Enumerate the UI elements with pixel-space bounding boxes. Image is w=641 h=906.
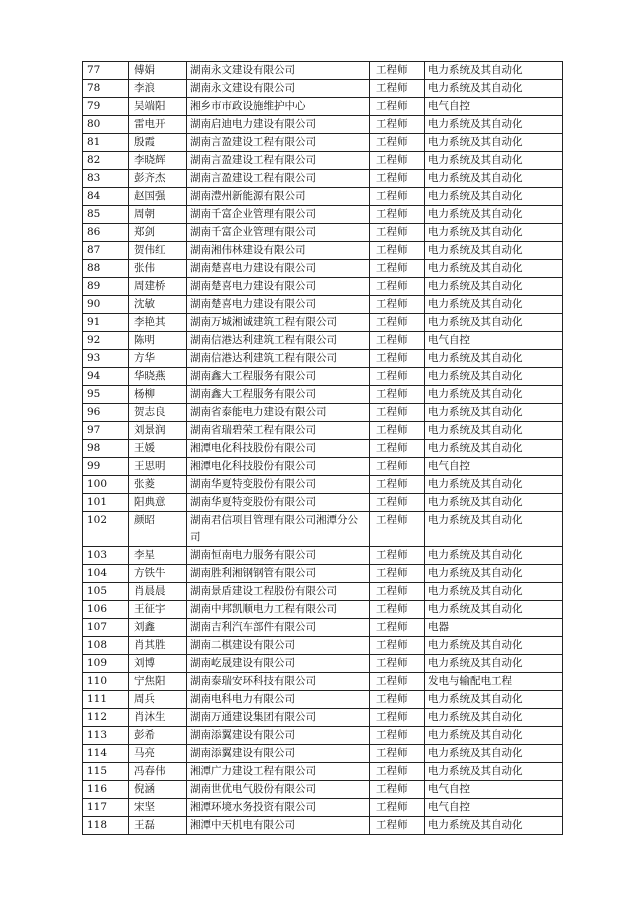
table-row <box>83 116 563 134</box>
person-name: 宁焦阳 <box>129 673 187 691</box>
specialty: 电力系统及其自动化 <box>425 188 563 206</box>
specialty: 电力系统及其自动化 <box>425 494 563 512</box>
person-name: 张菱 <box>129 476 187 494</box>
job-title: 工程师 <box>370 260 425 278</box>
company-name: 湖南鑫大工程服务有限公司 <box>187 368 370 386</box>
person-name: 贺志良 <box>129 404 187 422</box>
job-title: 工程师 <box>370 350 425 368</box>
company-name: 湖南添翼建设有限公司 <box>187 727 370 745</box>
specialty: 电力系统及其自动化 <box>425 547 563 565</box>
roster-table <box>82 61 563 835</box>
person-name: 阳典意 <box>129 494 187 512</box>
row-number: 103 <box>83 547 129 565</box>
job-title: 工程师 <box>370 224 425 242</box>
table-row <box>83 170 563 188</box>
specialty: 电力系统及其自动化 <box>425 242 563 260</box>
job-title: 工程师 <box>370 206 425 224</box>
job-title: 工程师 <box>370 637 425 655</box>
person-name: 沈敏 <box>129 296 187 314</box>
company-name: 湖南华夏特变股份有限公司 <box>187 494 370 512</box>
table-row <box>83 260 563 278</box>
specialty: 电力系统及其自动化 <box>425 224 563 242</box>
person-name: 刘鑫 <box>129 619 187 637</box>
specialty: 电气自控 <box>425 98 563 116</box>
job-title: 工程师 <box>370 242 425 260</box>
table-row <box>83 152 563 170</box>
company-name: 湖南君信项目管理有限公司湘潭分公司 <box>187 512 370 547</box>
specialty: 电器 <box>425 619 563 637</box>
table-row <box>83 134 563 152</box>
row-number: 89 <box>83 278 129 296</box>
table-row <box>83 745 563 763</box>
row-number: 85 <box>83 206 129 224</box>
job-title: 工程师 <box>370 422 425 440</box>
row-number: 94 <box>83 368 129 386</box>
job-title: 工程师 <box>370 727 425 745</box>
job-title: 工程师 <box>370 763 425 781</box>
table-row <box>83 601 563 619</box>
specialty: 电力系统及其自动化 <box>425 637 563 655</box>
job-title: 工程师 <box>370 314 425 332</box>
row-number: 101 <box>83 494 129 512</box>
company-name: 湖南千富企业管理有限公司 <box>187 206 370 224</box>
company-name: 湖南湘伟林建设有限公司 <box>187 242 370 260</box>
job-title: 工程师 <box>370 332 425 350</box>
table-row <box>83 80 563 98</box>
table-row <box>83 386 563 404</box>
row-number: 102 <box>83 512 129 547</box>
person-name: 殷霞 <box>129 134 187 152</box>
job-title: 工程师 <box>370 817 425 835</box>
table-row <box>83 799 563 817</box>
company-name: 湖南添翼建设有限公司 <box>187 745 370 763</box>
specialty: 发电与输配电工程 <box>425 673 563 691</box>
person-name: 吴端阳 <box>129 98 187 116</box>
table-row <box>83 476 563 494</box>
job-title: 工程师 <box>370 512 425 547</box>
job-title: 工程师 <box>370 296 425 314</box>
job-title: 工程师 <box>370 691 425 709</box>
person-name: 傅娟 <box>129 62 187 80</box>
row-number: 87 <box>83 242 129 260</box>
company-name: 湖南中邦凯顺电力工程有限公司 <box>187 601 370 619</box>
person-name: 周朝 <box>129 206 187 224</box>
specialty: 电力系统及其自动化 <box>425 134 563 152</box>
row-number: 107 <box>83 619 129 637</box>
row-number: 98 <box>83 440 129 458</box>
company-name: 湖南澧州新能源有限公司 <box>187 188 370 206</box>
person-name: 王思明 <box>129 458 187 476</box>
job-title: 工程师 <box>370 601 425 619</box>
job-title: 工程师 <box>370 709 425 727</box>
specialty: 电力系统及其自动化 <box>425 745 563 763</box>
company-name: 湖南景盾建设工程股份有限公司 <box>187 583 370 601</box>
row-number: 86 <box>83 224 129 242</box>
table-row <box>83 763 563 781</box>
person-name: 肖晨晨 <box>129 583 187 601</box>
table-row <box>83 637 563 655</box>
row-number: 113 <box>83 727 129 745</box>
row-number: 90 <box>83 296 129 314</box>
row-number: 115 <box>83 763 129 781</box>
job-title: 工程师 <box>370 565 425 583</box>
job-title: 工程师 <box>370 404 425 422</box>
table-row <box>83 296 563 314</box>
company-name: 湖南永文建设有限公司 <box>187 80 370 98</box>
person-name: 李星 <box>129 547 187 565</box>
table-row <box>83 494 563 512</box>
company-name: 湖南言盈建设工程有限公司 <box>187 152 370 170</box>
job-title: 工程师 <box>370 619 425 637</box>
row-number: 91 <box>83 314 129 332</box>
table-row <box>83 350 563 368</box>
person-name: 冯春伟 <box>129 763 187 781</box>
company-name: 湖南启迪电力建设有限公司 <box>187 116 370 134</box>
row-number: 116 <box>83 781 129 799</box>
job-title: 工程师 <box>370 278 425 296</box>
row-number: 82 <box>83 152 129 170</box>
specialty: 电力系统及其自动化 <box>425 691 563 709</box>
row-number: 88 <box>83 260 129 278</box>
specialty: 电力系统及其自动化 <box>425 62 563 80</box>
job-title: 工程师 <box>370 745 425 763</box>
person-name: 杨柳 <box>129 386 187 404</box>
specialty: 电力系统及其自动化 <box>425 655 563 673</box>
specialty: 电力系统及其自动化 <box>425 278 563 296</box>
job-title: 工程师 <box>370 62 425 80</box>
job-title: 工程师 <box>370 188 425 206</box>
job-title: 工程师 <box>370 98 425 116</box>
table-row <box>83 98 563 116</box>
company-name: 湖南楚喜电力建设有限公司 <box>187 278 370 296</box>
person-name: 贺伟红 <box>129 242 187 260</box>
specialty: 电力系统及其自动化 <box>425 170 563 188</box>
person-name: 马亮 <box>129 745 187 763</box>
row-number: 79 <box>83 98 129 116</box>
row-number: 105 <box>83 583 129 601</box>
table-row <box>83 565 563 583</box>
person-name: 王媛 <box>129 440 187 458</box>
table-row <box>83 62 563 80</box>
job-title: 工程师 <box>370 440 425 458</box>
table-row <box>83 619 563 637</box>
row-number: 96 <box>83 404 129 422</box>
person-name: 王磊 <box>129 817 187 835</box>
row-number: 81 <box>83 134 129 152</box>
person-name: 郑剑 <box>129 224 187 242</box>
specialty: 电力系统及其自动化 <box>425 763 563 781</box>
company-name: 湖南胜利湘钢钢管有限公司 <box>187 565 370 583</box>
job-title: 工程师 <box>370 458 425 476</box>
person-name: 张伟 <box>129 260 187 278</box>
company-name: 湖南华夏特变股份有限公司 <box>187 476 370 494</box>
row-number: 104 <box>83 565 129 583</box>
specialty: 电力系统及其自动化 <box>425 583 563 601</box>
company-name: 湘潭中天机电有限公司 <box>187 817 370 835</box>
job-title: 工程师 <box>370 116 425 134</box>
person-name: 肖沐生 <box>129 709 187 727</box>
row-number: 83 <box>83 170 129 188</box>
person-name: 王征宇 <box>129 601 187 619</box>
row-number: 112 <box>83 709 129 727</box>
person-name: 彭希 <box>129 727 187 745</box>
table-row <box>83 673 563 691</box>
specialty: 电气自控 <box>425 799 563 817</box>
company-name: 湘潭电化科技股份有限公司 <box>187 440 370 458</box>
table-row <box>83 547 563 565</box>
company-name: 湖南省泰能电力建设有限公司 <box>187 404 370 422</box>
table-row <box>83 422 563 440</box>
person-name: 倪涵 <box>129 781 187 799</box>
table-row <box>83 781 563 799</box>
specialty: 电气自控 <box>425 332 563 350</box>
specialty: 电力系统及其自动化 <box>425 727 563 745</box>
table-row <box>83 332 563 350</box>
job-title: 工程师 <box>370 799 425 817</box>
company-name: 湖南世优电气股份有限公司 <box>187 781 370 799</box>
company-name: 湖南言盈建设工程有限公司 <box>187 134 370 152</box>
specialty: 电力系统及其自动化 <box>425 476 563 494</box>
row-number: 114 <box>83 745 129 763</box>
row-number: 109 <box>83 655 129 673</box>
row-number: 84 <box>83 188 129 206</box>
job-title: 工程师 <box>370 655 425 673</box>
company-name: 湖南省瑞碧荣工程有限公司 <box>187 422 370 440</box>
company-name: 湖南万城湘诚建筑工程有限公司 <box>187 314 370 332</box>
table-row <box>83 314 563 332</box>
specialty: 电力系统及其自动化 <box>425 206 563 224</box>
roster-body <box>83 62 563 835</box>
table-row <box>83 817 563 835</box>
person-name: 李晓辉 <box>129 152 187 170</box>
company-name: 湖南恒南电力服务有限公司 <box>187 547 370 565</box>
company-name: 湖南吉利汽车部件有限公司 <box>187 619 370 637</box>
specialty: 电力系统及其自动化 <box>425 817 563 835</box>
row-number: 100 <box>83 476 129 494</box>
row-number: 106 <box>83 601 129 619</box>
specialty: 电力系统及其自动化 <box>425 350 563 368</box>
person-name: 方华 <box>129 350 187 368</box>
company-name: 湘潭广力建设工程有限公司 <box>187 763 370 781</box>
job-title: 工程师 <box>370 494 425 512</box>
table-row <box>83 458 563 476</box>
job-title: 工程师 <box>370 547 425 565</box>
row-number: 108 <box>83 637 129 655</box>
row-number: 93 <box>83 350 129 368</box>
specialty: 电力系统及其自动化 <box>425 386 563 404</box>
row-number: 80 <box>83 116 129 134</box>
row-number: 92 <box>83 332 129 350</box>
person-name: 雷电开 <box>129 116 187 134</box>
person-name: 周建桥 <box>129 278 187 296</box>
job-title: 工程师 <box>370 673 425 691</box>
person-name: 华晓燕 <box>129 368 187 386</box>
specialty: 电力系统及其自动化 <box>425 404 563 422</box>
row-number: 110 <box>83 673 129 691</box>
person-name: 周兵 <box>129 691 187 709</box>
company-name: 湖南言盈建设工程有限公司 <box>187 170 370 188</box>
company-name: 湘潭电化科技股份有限公司 <box>187 458 370 476</box>
specialty: 电力系统及其自动化 <box>425 709 563 727</box>
table-row <box>83 242 563 260</box>
person-name: 李浪 <box>129 80 187 98</box>
table-row <box>83 709 563 727</box>
person-name: 陈明 <box>129 332 187 350</box>
company-name: 湖南千富企业管理有限公司 <box>187 224 370 242</box>
person-name: 李艳其 <box>129 314 187 332</box>
row-number: 117 <box>83 799 129 817</box>
specialty: 电力系统及其自动化 <box>425 152 563 170</box>
company-name: 湘潭环境水务投资有限公司 <box>187 799 370 817</box>
specialty: 电力系统及其自动化 <box>425 601 563 619</box>
table-row <box>83 368 563 386</box>
job-title: 工程师 <box>370 134 425 152</box>
specialty: 电力系统及其自动化 <box>425 512 563 547</box>
table-row <box>83 655 563 673</box>
job-title: 工程师 <box>370 170 425 188</box>
company-name: 湖南电科电力有限公司 <box>187 691 370 709</box>
company-name: 湖南二棋建设有限公司 <box>187 637 370 655</box>
specialty: 电气自控 <box>425 781 563 799</box>
specialty: 电力系统及其自动化 <box>425 296 563 314</box>
job-title: 工程师 <box>370 476 425 494</box>
job-title: 工程师 <box>370 80 425 98</box>
company-name: 湖南信港达利建筑工程有限公司 <box>187 350 370 368</box>
specialty: 电力系统及其自动化 <box>425 80 563 98</box>
table-row <box>83 278 563 296</box>
specialty: 电力系统及其自动化 <box>425 440 563 458</box>
specialty: 电力系统及其自动化 <box>425 314 563 332</box>
person-name: 方铁牛 <box>129 565 187 583</box>
table-row <box>83 691 563 709</box>
job-title: 工程师 <box>370 583 425 601</box>
job-title: 工程师 <box>370 368 425 386</box>
company-name: 湖南屹晟建设有限公司 <box>187 655 370 673</box>
row-number: 97 <box>83 422 129 440</box>
person-name: 赵国强 <box>129 188 187 206</box>
job-title: 工程师 <box>370 386 425 404</box>
specialty: 电力系统及其自动化 <box>425 565 563 583</box>
company-name: 湖南永文建设有限公司 <box>187 62 370 80</box>
row-number: 99 <box>83 458 129 476</box>
table-row <box>83 727 563 745</box>
row-number: 95 <box>83 386 129 404</box>
company-name: 湖南楚喜电力建设有限公司 <box>187 260 370 278</box>
table-row <box>83 224 563 242</box>
specialty: 电气自控 <box>425 458 563 476</box>
person-name: 刘博 <box>129 655 187 673</box>
specialty: 电力系统及其自动化 <box>425 422 563 440</box>
company-name: 湖南泰瑞安环科技有限公司 <box>187 673 370 691</box>
company-name: 湖南楚喜电力建设有限公司 <box>187 296 370 314</box>
table-row <box>83 206 563 224</box>
row-number: 111 <box>83 691 129 709</box>
job-title: 工程师 <box>370 152 425 170</box>
specialty: 电力系统及其自动化 <box>425 260 563 278</box>
person-name: 肖其胜 <box>129 637 187 655</box>
company-name: 湘乡市市政设施维护中心 <box>187 98 370 116</box>
table-row <box>83 440 563 458</box>
company-name: 湖南万通建设集团有限公司 <box>187 709 370 727</box>
person-name: 彭齐杰 <box>129 170 187 188</box>
person-name: 宋坚 <box>129 799 187 817</box>
table-row <box>83 512 563 547</box>
table-row <box>83 583 563 601</box>
specialty: 电力系统及其自动化 <box>425 368 563 386</box>
row-number: 77 <box>83 62 129 80</box>
person-name: 刘景润 <box>129 422 187 440</box>
table-row <box>83 188 563 206</box>
row-number: 78 <box>83 80 129 98</box>
row-number: 118 <box>83 817 129 835</box>
company-name: 湖南鑫大工程服务有限公司 <box>187 386 370 404</box>
specialty: 电力系统及其自动化 <box>425 116 563 134</box>
company-name: 湖南信港达利建筑工程有限公司 <box>187 332 370 350</box>
job-title: 工程师 <box>370 781 425 799</box>
person-name: 颜昭 <box>129 512 187 547</box>
table-row <box>83 404 563 422</box>
